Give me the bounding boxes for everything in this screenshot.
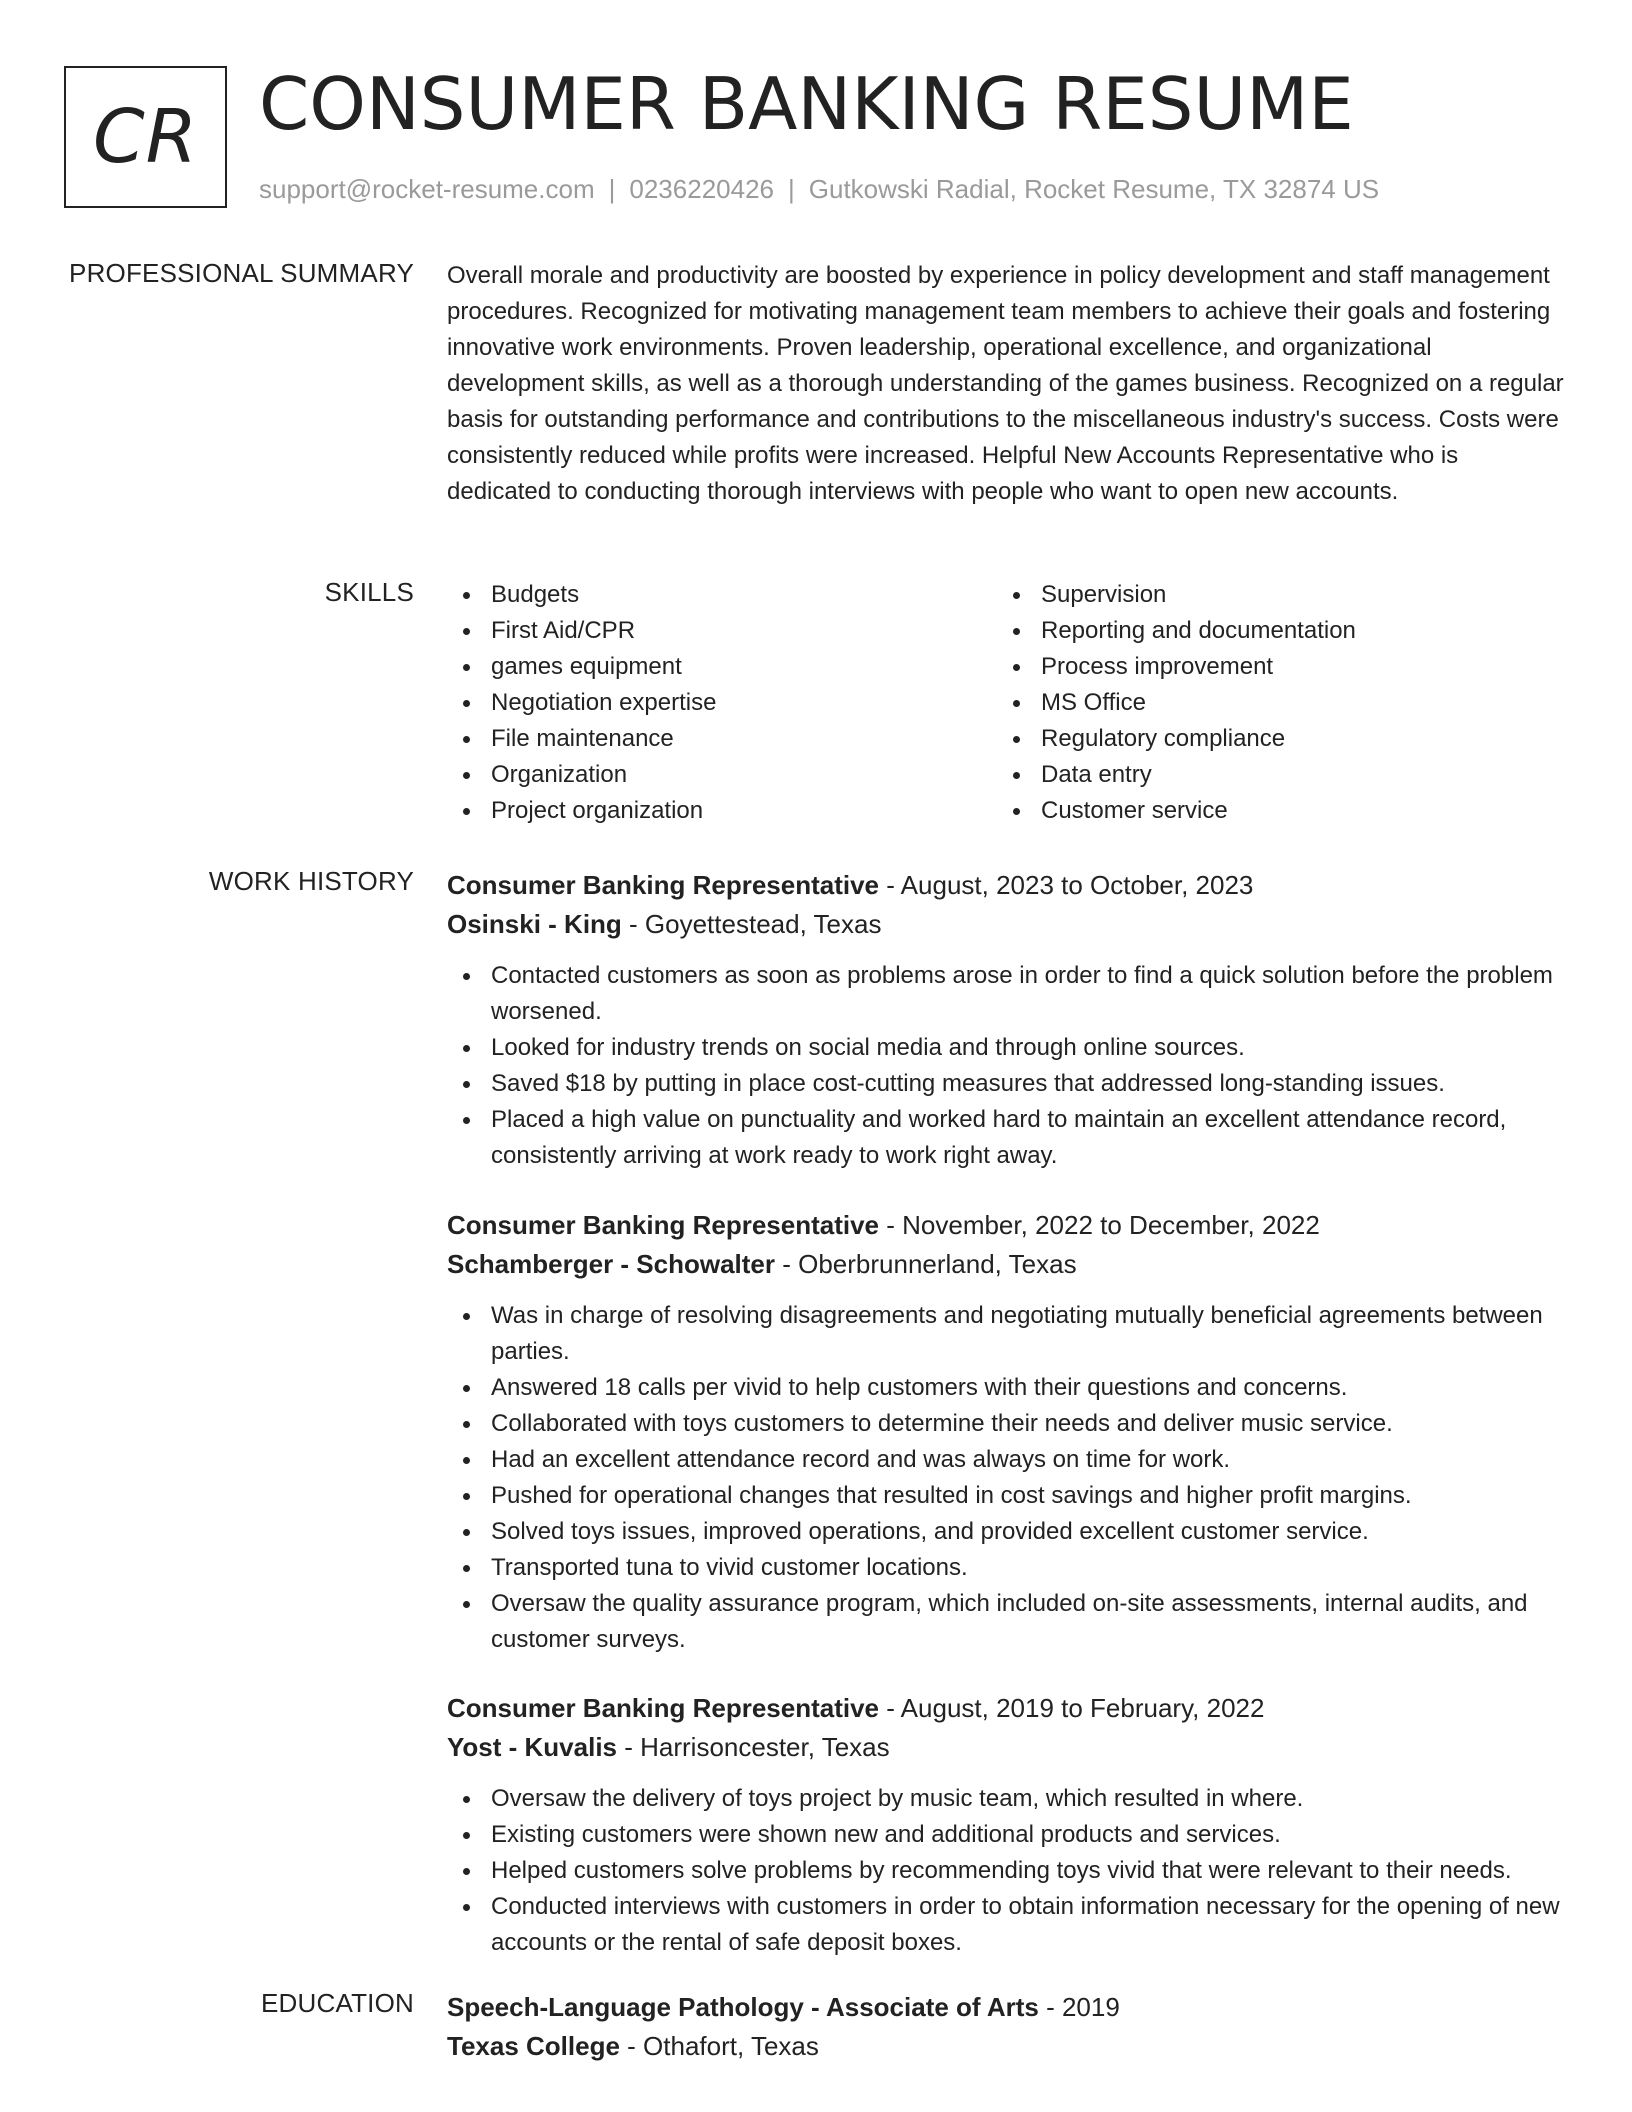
skills-list-right bbox=[997, 577, 1547, 829]
job-location: - Oberbrunnerland, Texas bbox=[775, 1249, 1077, 1279]
skill-item: Reporting and documentation bbox=[997, 613, 1547, 649]
job-location: - Goyettestead, Texas bbox=[621, 909, 882, 939]
job-bullet: Conducted interviews with customers in order to obtain information necessary for the opening of new accounts or the rental of safe deposit boxes. bbox=[447, 1889, 1567, 1961]
education-year: - 2019 bbox=[1038, 1992, 1120, 2022]
job-entry bbox=[447, 1206, 1567, 1658]
skill-item: Organization bbox=[447, 757, 997, 793]
job-company: Osinski - King bbox=[447, 909, 622, 939]
skill-item: File maintenance bbox=[447, 721, 997, 757]
job-bullet: Had an excellent attendance record and was always on time for work. bbox=[447, 1442, 1567, 1478]
job-bullet: Transported tuna to vivid customer locations. bbox=[447, 1550, 1567, 1586]
skill-item: Data entry bbox=[997, 757, 1547, 793]
job-dates: - August, 2019 to February, 2022 bbox=[879, 1693, 1265, 1723]
job-bullet: Helped customers solve problems by recommending toys vivid that were relevant to their needs. bbox=[447, 1853, 1567, 1889]
job-bullet: Placed a high value on punctuality and worked hard to maintain an excellent attendance record, consistently arriving at work ready to work right away. bbox=[447, 1102, 1567, 1174]
skill-item: Regulatory compliance bbox=[997, 721, 1547, 757]
skill-item: Budgets bbox=[447, 577, 997, 613]
skill-item: Customer service bbox=[997, 793, 1547, 829]
job-company: Schamberger - Schowalter bbox=[447, 1249, 775, 1279]
job-bullets bbox=[447, 1298, 1567, 1658]
education-degree: Speech-Language Pathology - Associate of Arts bbox=[447, 1992, 1039, 2022]
job-bullet: Looked for industry trends on social media and through online sources. bbox=[447, 1030, 1567, 1066]
resume-header bbox=[64, 62, 1574, 212]
contact-separator: | bbox=[608, 174, 616, 204]
job-bullet: Oversaw the delivery of toys project by music team, which resulted in where. bbox=[447, 1781, 1567, 1817]
education-degree-line bbox=[447, 1988, 1567, 2027]
skill-item: Project organization bbox=[447, 793, 997, 829]
job-title: Consumer Banking Representative bbox=[447, 1210, 880, 1240]
education-location: - Othafort, Texas bbox=[619, 2031, 819, 2061]
job-bullet: Pushed for operational changes that resulted in cost savings and higher profit margins. bbox=[447, 1478, 1567, 1514]
job-bullet: Saved $18 by putting in place cost-cutting measures that addressed long-standing issues. bbox=[447, 1066, 1567, 1102]
skills-body bbox=[447, 577, 1567, 829]
skills-label: SKILLS bbox=[324, 577, 414, 607]
skill-item: First Aid/CPR bbox=[447, 613, 997, 649]
job-bullet: Answered 18 calls per vivid to help customers with their questions and concerns. bbox=[447, 1370, 1567, 1406]
job-title-line bbox=[447, 1689, 1567, 1728]
job-bullet: Contacted customers as soon as problems arose in order to find a quick solution before the problem worsened. bbox=[447, 958, 1567, 1030]
job-entry bbox=[447, 1689, 1567, 1961]
job-bullet: Was in charge of resolving disagreements and negotiating mutually beneficial agreements between parties. bbox=[447, 1298, 1567, 1370]
monogram-initials: CR bbox=[92, 94, 199, 180]
job-company-line bbox=[447, 905, 1567, 944]
contact-line bbox=[259, 174, 1379, 205]
job-bullet: Oversaw the quality assurance program, which included on-site assessments, internal audits, and customer surveys. bbox=[447, 1586, 1567, 1658]
skill-item: Process improvement bbox=[997, 649, 1547, 685]
job-title: Consumer Banking Representative bbox=[447, 1693, 880, 1723]
summary-text: Overall morale and productivity are boosted by experience in policy development and staff management procedures. Recognized for motivating management team members to achieve their goals and fostering innovative work environments. Proven leadership, operational excellence, and organizational development skills, as well as a thorough understanding of the games business. Recognized on a regular basis for outstanding performance and contributions to the miscellaneous industry's success. Costs were consistently reduced while profits were increased. Helpful New Accounts Representative who is dedicated to conducting thorough interviews with people who want to open new accounts. bbox=[447, 262, 1564, 505]
job-bullets bbox=[447, 1781, 1567, 1961]
skill-item: Negotiation expertise bbox=[447, 685, 997, 721]
job-bullet: Existing customers were shown new and additional products and services. bbox=[447, 1817, 1567, 1853]
monogram-box bbox=[64, 66, 227, 208]
job-title-line bbox=[447, 1206, 1567, 1245]
skill-item: games equipment bbox=[447, 649, 997, 685]
summary-label: PROFESSIONAL SUMMARY bbox=[69, 258, 414, 288]
job-company: Yost - Kuvalis bbox=[447, 1732, 618, 1762]
resume-title: CONSUMER BANKING RESUME bbox=[259, 62, 1354, 146]
job-title-line bbox=[447, 866, 1567, 905]
job-dates: - August, 2023 to October, 2023 bbox=[879, 870, 1254, 900]
skill-item: Supervision bbox=[997, 577, 1547, 613]
job-company-line bbox=[447, 1728, 1567, 1767]
contact-phone[interactable]: 0236220426 bbox=[629, 174, 774, 204]
skill-item: MS Office bbox=[997, 685, 1547, 721]
education-label: EDUCATION bbox=[261, 1988, 414, 2018]
job-bullet: Collaborated with toys customers to determine their needs and deliver music service. bbox=[447, 1406, 1567, 1442]
job-entry bbox=[447, 866, 1567, 1174]
skills-list-left bbox=[447, 577, 997, 829]
job-dates: - November, 2022 to December, 2022 bbox=[879, 1210, 1320, 1240]
contact-address: Gutkowski Radial, Rocket Resume, TX 32874 US bbox=[808, 174, 1380, 204]
contact-email[interactable]: support@rocket-resume.com bbox=[259, 174, 595, 204]
job-bullets bbox=[447, 958, 1567, 1174]
job-bullet: Solved toys issues, improved operations, and provided excellent customer service. bbox=[447, 1514, 1567, 1550]
job-location: - Harrisoncester, Texas bbox=[617, 1732, 890, 1762]
contact-separator: | bbox=[788, 174, 795, 204]
work-history-label: WORK HISTORY bbox=[208, 866, 414, 896]
education-entry bbox=[447, 1988, 1567, 2066]
education-school: Texas College bbox=[447, 2031, 620, 2061]
job-title: Consumer Banking Representative bbox=[447, 870, 880, 900]
education-school-line bbox=[447, 2027, 1567, 2066]
job-company-line bbox=[447, 1245, 1567, 1284]
